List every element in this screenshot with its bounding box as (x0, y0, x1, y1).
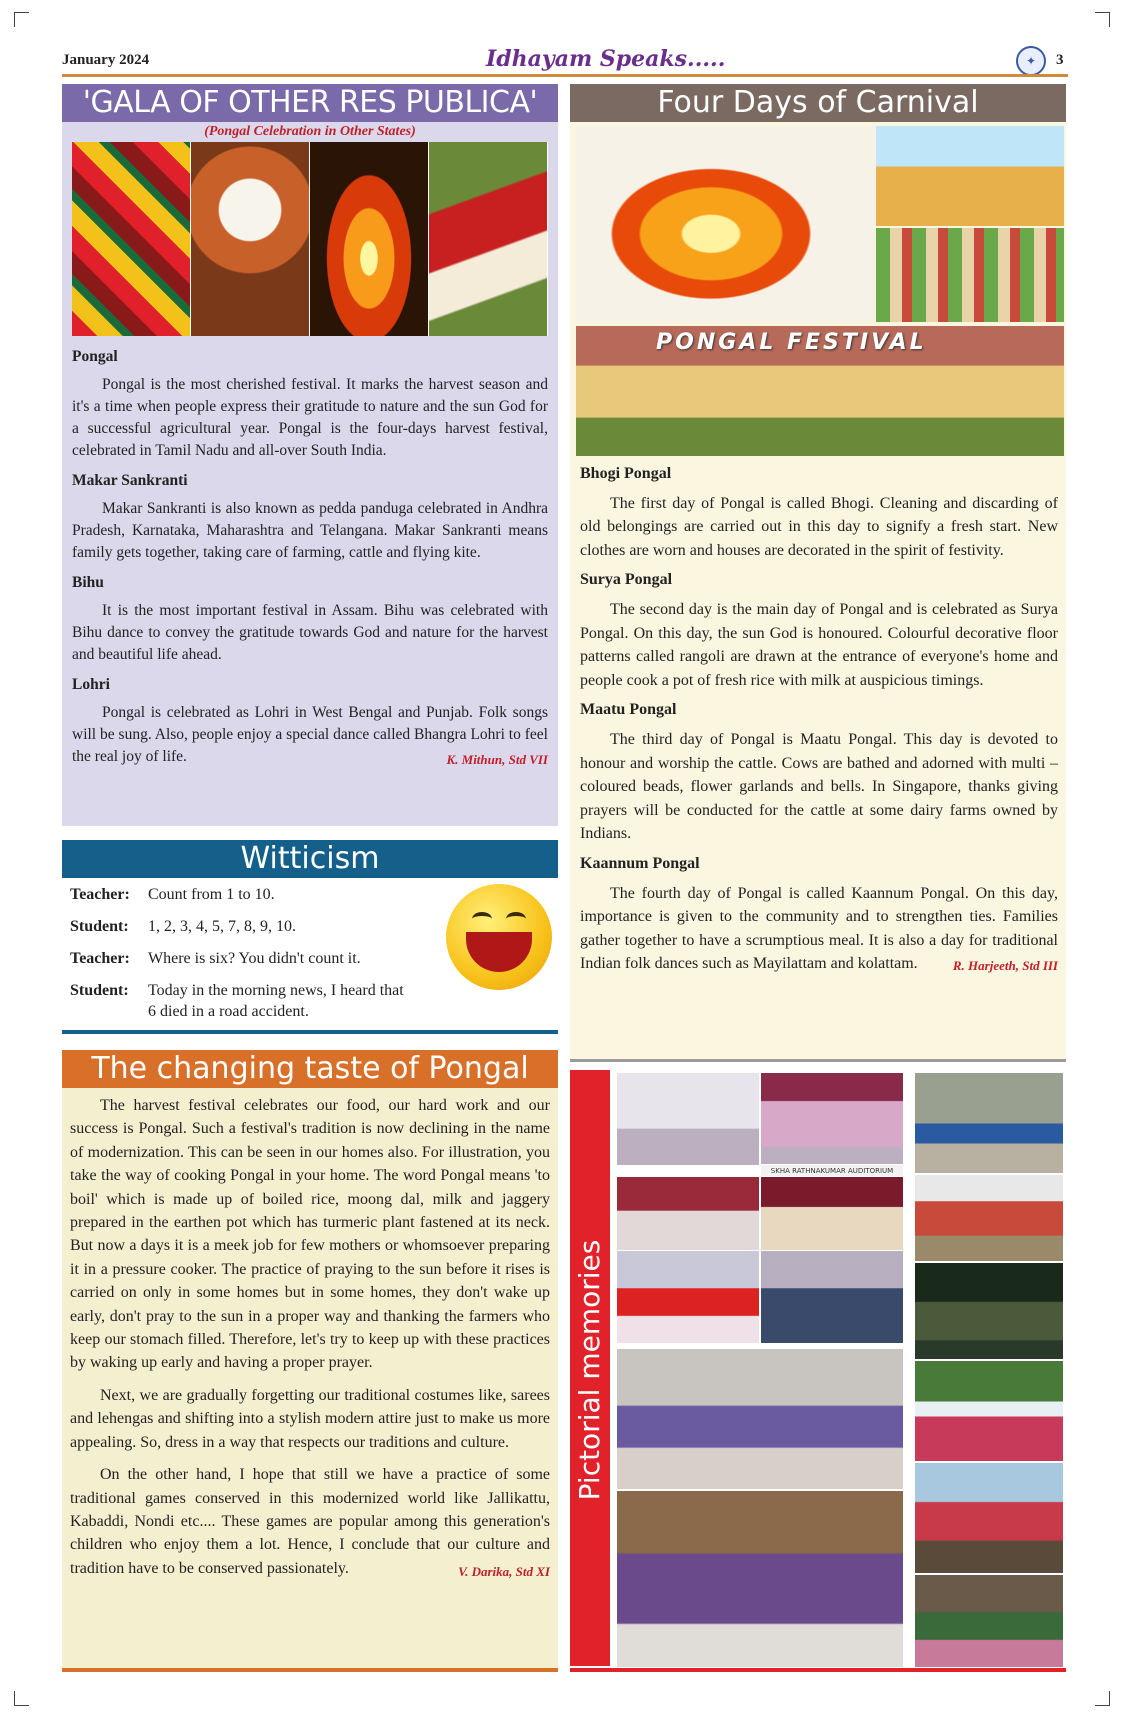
witticism-rule (62, 1030, 558, 1034)
section-text: The third day of Pongal is Maatu Pongal. This day is devoted to honour and worship the cattle. Cows are bathed and adorned with multi – coloured beads, flower garlands and bells. In Singapore, thanks giving prayers will be conducted for the cattle at some dairy farms owned by Indians. (580, 730, 1058, 843)
witticism-banner: Witticism (62, 840, 558, 878)
section-heading: Makar Sankranti (72, 472, 188, 489)
pictorial-memories (570, 1070, 1066, 1672)
dialogue-line (70, 884, 410, 905)
changing-taste-article (62, 1050, 558, 1672)
paragraph: Next, we are gradually forgetting our traditional costumes like, sarees and lehengas and shifting into a stylish modern attire just to make us more appealing. So, dress in a way that respects our traditions and culture. (70, 1386, 550, 1451)
crop-mark-top-left (14, 12, 29, 27)
laughing-face-icon (446, 884, 552, 990)
kaannum-text: The fourth day of Pongal is called Kaannum Pongal. On this day, importance is given to the community and to strengthen ties. Families gather together to have a scrumptious meal. It is also a day for traditional Indian folk dances such as Mayilattam and kolattam. (580, 884, 1058, 973)
pictorial-bar (570, 1070, 610, 1666)
school-logo-icon: ✦ (1016, 46, 1046, 76)
four-days-credit: R. Harjeeth, Std III (952, 958, 1058, 974)
pongal-pot-photo (191, 142, 310, 336)
classroom-photo (760, 1250, 904, 1344)
bonfire-illustration (576, 126, 876, 322)
stage-photo (616, 1072, 760, 1166)
group-trip-photo (914, 1174, 1064, 1262)
four-days-banner: Four Days of Carnival (570, 84, 1066, 122)
performance-photo (760, 1176, 904, 1252)
crop-mark-bottom-right (1095, 1691, 1110, 1706)
four-days-rule (570, 1059, 1066, 1062)
illustration-caption: PONGAL FESTIVAL (656, 330, 927, 355)
line-text: Count from 1 to 10. (148, 886, 275, 903)
speaker: Student: (70, 918, 129, 935)
line-text: Where is six? You didn't count it. (148, 950, 361, 967)
crop-mark-bottom-left (14, 1691, 29, 1706)
gala-article (62, 84, 558, 826)
gala-credit: K. Mithun, Std VII (446, 752, 548, 767)
page-number: 3 (1056, 52, 1064, 68)
changing-taste-rule (62, 1668, 558, 1672)
trekking-photo (914, 1574, 1064, 1668)
four-days-article (570, 84, 1066, 1062)
gala-banner: 'GALA OF OTHER RES PUBLICA' (62, 84, 558, 122)
section-heading: Bihu (72, 574, 104, 591)
dialogue-line (70, 948, 410, 969)
bihu-dancer-photo (429, 142, 548, 336)
cave-photo (914, 1262, 1064, 1360)
crop-mark-top-right (1095, 12, 1110, 27)
santa-photo (616, 1250, 760, 1344)
left-eye (472, 912, 492, 926)
speaker: Teacher: (70, 950, 130, 967)
paragraph: The harvest festival celebrates our food, our hard work and our success is Pongal. Such a festival's tradition is now declining in the name of modernization. This can be seen in our homes also. For illustration, you take the way of cooking Pongal in your home. The word Pongal means 'to boil' which is made up of boiled rice, moong dal, milk and jaggery prepared in the earthen pot which has turmeric plant fastened at its neck. But now a days it is a meek job for few mothers or whomsoever preparing it in a pressure cooker. The practice of praying to the sun before it rises is carried on only in some homes but in some homes, they don't wake up early, don't pray to the sun in a proper way and thanking the farmers who keep our stomach filled. Therefore, let's try to keep up with these practices by waking up early and having a proper prayer. (70, 1097, 550, 1372)
section-heading: Maatu Pongal (580, 701, 677, 719)
section-text (580, 882, 1058, 976)
dome-playground-photo (616, 1348, 904, 1490)
section-text: It is the most important festival in Assam. Bihu was celebrated with Bihu dance to convey the gratitude towards God and nature for the harvest and beautiful life ahead. (72, 602, 548, 663)
newsletter-title: Idhayam Speaks..... (486, 46, 726, 72)
header-rule (62, 74, 1068, 77)
pongal-festival-illustration (576, 326, 1064, 456)
paragraph-text: On the other hand, I hope that still we have a practice of some traditional games conserved in this modernized world like Jallikattu, Kabaddi, Nondi etc.... These games are popular among this generation's children who enjoy them a lot. Hence, I conclude that our culture and tradition have to be conserved passionately. (70, 1466, 550, 1577)
kite-photo (72, 142, 191, 336)
dialogue-line (70, 916, 410, 937)
section-heading: Bhogi Pongal (580, 465, 672, 482)
kids-group-photo (616, 1490, 904, 1668)
crowd-illustration (876, 228, 1064, 322)
elephant-trip-photo (914, 1072, 1064, 1174)
gala-subtitle: (Pongal Celebration in Other States) (204, 124, 416, 139)
section-heading: Pongal (72, 348, 118, 365)
right-eye (506, 912, 526, 926)
issue-date: January 2024 (62, 52, 150, 68)
section-text: Pongal is the most cherished festival. It marks the harvest season and it's a time when people express their gratitude to nature and the sun God for a successful agricultural year. Pongal is the four-days harvest festival, celebrated in Tamil Nadu and all-over South India. (72, 376, 548, 459)
section-text: The first day of Pongal is called Bhogi. Cleaning and discarding of old belongings are carried out in this day to signify a fresh start. New clothes are worn and houses are decorated in the spirit of festivity. (580, 494, 1058, 559)
joke-dialogue (70, 884, 410, 1033)
mouth (466, 932, 532, 972)
section-heading: Lohri (72, 676, 110, 693)
costume-photo (760, 1072, 904, 1166)
section-text (72, 702, 548, 768)
dance-photo (616, 1176, 760, 1252)
speaker: Student: (70, 982, 129, 999)
pictorial-label: Pictorial memories (573, 1239, 606, 1501)
line-text: Today in the morning news, I heard that 6 died in a road accident. (148, 982, 404, 1020)
speaker: Teacher: (70, 886, 130, 903)
bonfire-photo (310, 142, 429, 336)
section-text: The second day is the main day of Pongal and is celebrated as Surya Pongal. On this day, the sun God is honoured. Colourful decorative floor patterns called rangoli are drawn at the entrance of everyone's home and people cook a pot of fresh rice with milk at auspicious timings. (580, 600, 1058, 689)
excursion-photo (914, 1462, 1064, 1574)
section-heading: Kaannum Pongal (580, 854, 700, 872)
page-header (62, 46, 1068, 74)
auditorium-sign: SKHA RATHNAKUMAR AUDITORIUM (760, 1164, 904, 1178)
section-heading: Surya Pongal (580, 571, 673, 589)
gala-photo-strip (72, 142, 548, 336)
line-text: 1, 2, 3, 4, 5, 7, 8, 9, 10. (148, 918, 296, 935)
dialogue-line (70, 980, 410, 1022)
gala-text (72, 338, 548, 771)
rangoli-illustration (876, 126, 1064, 226)
section-text: Makar Sankranti is also known as pedda panduga celebrated in Andhra Pradesh, Karnataka, Maharashtra and Telangana. Makar Sankranti means family gets together, taking care of farming, cattle and flying kite. (72, 500, 548, 561)
waterfall-photo (914, 1360, 1064, 1462)
changing-taste-text (70, 1094, 550, 1589)
paragraph (70, 1463, 550, 1580)
changing-credit: V. Darika, Std XI (458, 1563, 550, 1579)
lohri-text: Pongal is celebrated as Lohri in West Bengal and Punjab. Folk songs will be sung. Also, people enjoy a special dance called Bhangra Lohri to feel the real joy of life. (72, 704, 548, 765)
changing-taste-banner: The changing taste of Pongal (62, 1050, 558, 1088)
witticism-article (62, 840, 558, 1036)
pictorial-rule (570, 1668, 1066, 1672)
four-days-text (580, 456, 1058, 978)
